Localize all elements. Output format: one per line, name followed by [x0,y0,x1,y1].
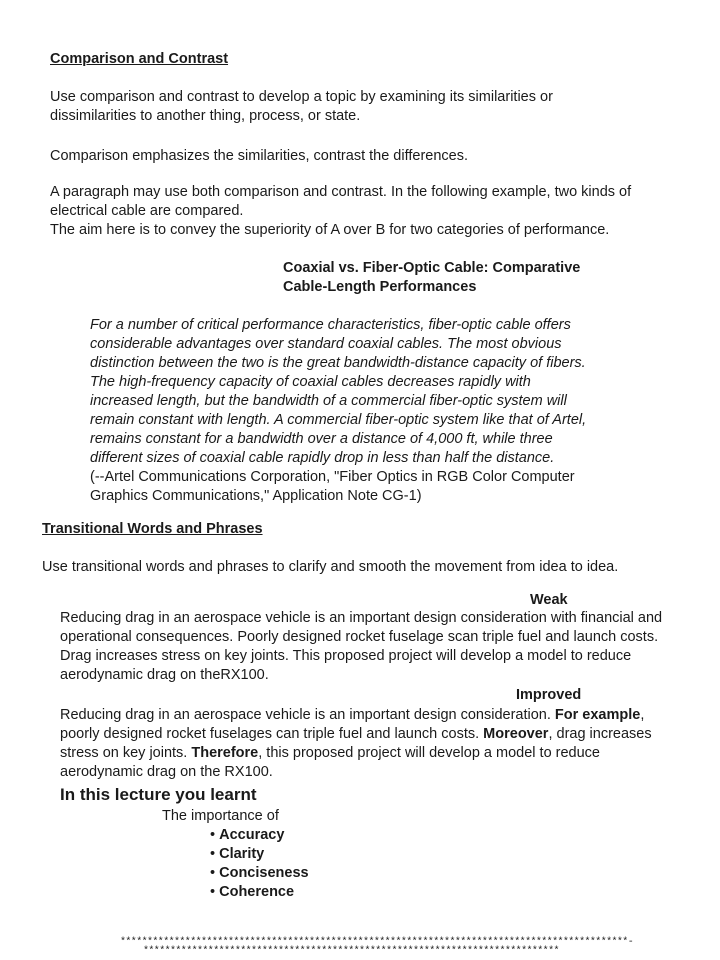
quote-line: distinction between the two is the great bandwidth-distance capacity of fibers. [90,355,586,371]
citation-line: Graphics Communications," Application Note CG-1) [90,488,422,504]
transition-word: For example [554,707,641,723]
transition-word: Therefore [191,745,259,761]
quote-line: remain constant with length. A commercial fiber-optic system like that of Artel, [90,412,587,428]
footer-separator: ***************************************************************************** [143,946,559,957]
improved-text: , poorly designed rocket fuselages can triple fuel and launch costs. [60,707,645,742]
example-citation [90,468,575,506]
quote-line: For a number of critical performance characteristics, fiber-optic cable offers [90,317,571,333]
comparison-example-intro: A paragraph may use both comparison and contrast. In the following example, two kinds of electrical cable are compared. [50,184,632,219]
quote-line: remains constant for a bandwidth over a distance of 4,000 ft, while three [90,431,553,447]
comparison-aim: The aim here is to convey the superiority of A over B for two categories of performance. [50,222,610,238]
weak-label: Weak [530,592,568,608]
improved-example [60,706,678,782]
transitional-intro: Use transitional words and phrases to clarify and smooth the movement from idea to idea. [42,559,619,575]
transitional-heading: Transitional Words and Phrases [42,521,263,537]
summary-item: • Clarity [210,845,309,864]
summary-item: • Coherence [210,883,309,902]
footer-separator: **********************************************************************************************- [120,937,634,948]
comparison-intro: Use comparison and contrast to develop a topic by examining its similarities or dissimilarities to another thing, process, or state. [50,89,553,124]
summary-list [210,826,309,902]
summary-heading: In this lecture you learnt [60,785,257,804]
quote-line: different sizes of coaxial cable rapidly drop in less than half the distance. [90,450,555,466]
quote-line: The high-frequency capacity of coaxial cables decreases rapidly with [90,374,531,390]
improved-text: Reducing drag in an aerospace vehicle is an important design consideration. [60,707,555,723]
quote-line: increased length, but the bandwidth of a commercial fiber-optic system will [90,393,567,409]
citation-line: (--Artel Communications Corporation, "Fiber Optics in RGB Color Computer [90,469,575,485]
comparison-heading: Comparison and Contrast [50,51,229,67]
transition-word: Moreover [483,726,549,742]
summary-intro: The importance of [162,808,279,824]
example-quote [90,316,586,468]
quote-line: considerable advantages over standard coaxial cables. The most obvious [90,336,562,352]
example-title-line: Cable-Length Performances [283,279,477,295]
improved-text: , this proposed project will develop a model to reduce aerodynamic drag on the RX100. [60,745,600,780]
comparison-emphasis: Comparison emphasizes the similarities, contrast the differences. [50,148,469,164]
improved-label: Improved [516,687,582,703]
summary-item: • Accuracy [210,826,309,845]
summary-item: • Conciseness [210,864,309,883]
improved-text: , drag increases stress on key joints. [60,726,652,761]
example-title-line: Coaxial vs. Fiber-Optic Cable: Comparative [283,260,581,276]
example-title [283,259,580,297]
weak-example: Reducing drag in an aerospace vehicle is an important design consideration with financial and operational consequences. Poorly designed rocket fuselage scan triple fuel and launch costs. Drag increases stress on key joints. This proposed project will develop a model to reduce aerodynamic drag on theRX100. [60,610,663,683]
